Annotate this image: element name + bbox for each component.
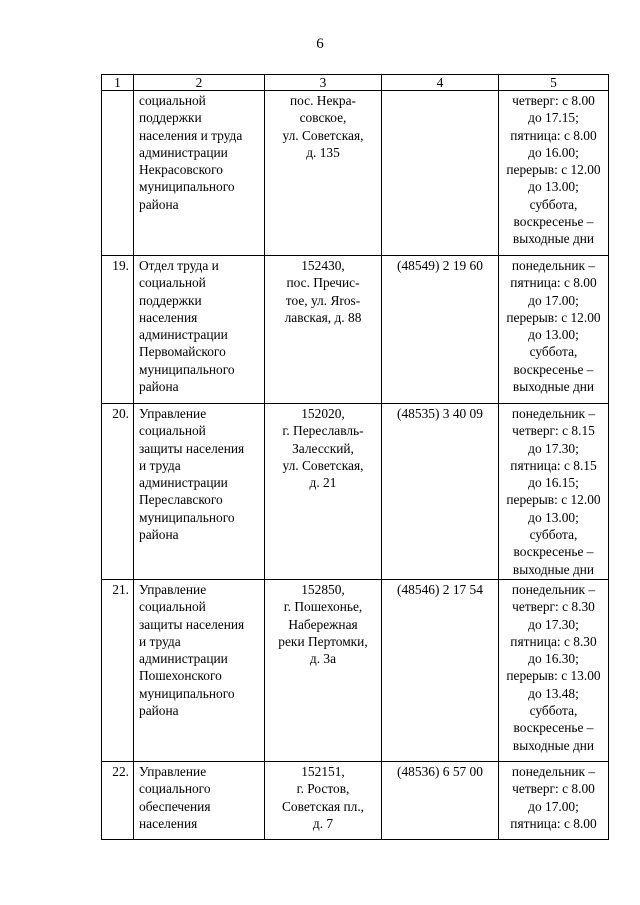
cell-line: понедельник –: [511, 582, 596, 597]
cell-line: четверг: с 8.30: [512, 599, 595, 615]
cell-line: до 17.30;: [528, 616, 579, 632]
cell-line: д. 3а: [309, 651, 337, 667]
cell-line: перерыв: с 12.00: [506, 492, 601, 508]
cell-line: поддержки: [139, 110, 202, 126]
cell-line: Управление: [139, 582, 207, 597]
cell-line: перерыв: с 13.00: [506, 668, 601, 684]
cell-line: суббота,: [529, 703, 578, 719]
cell-line: д. 21: [309, 475, 337, 491]
page-number: 6: [316, 36, 324, 52]
phone-cell: (48549) 2 19 60: [382, 256, 499, 404]
cell-line: муниципального: [139, 361, 235, 377]
cell-line: пос. Пречис-: [286, 275, 360, 291]
row-number-cell: 19.: [102, 256, 134, 404]
table-row: [102, 256, 609, 404]
cell-line: пятница: с 8.00: [510, 275, 597, 291]
cell-line: и труда: [139, 457, 181, 473]
cell-line: Отдел труда и: [139, 258, 219, 273]
organization-cell: [134, 91, 265, 256]
cell-line: д. 7: [312, 815, 334, 831]
cell-line: социального: [139, 781, 211, 797]
cell-line: лавская, д. 88: [284, 309, 362, 325]
cell-line: Набережная: [288, 616, 358, 632]
cell-line: пятница: с 8.00: [510, 815, 597, 831]
working-hours-cell: [499, 404, 609, 580]
cell-line: до 17.00;: [528, 798, 579, 814]
institutions-table: [101, 74, 609, 840]
cell-line: Переславского: [139, 492, 223, 508]
cell-line: тое, ул. Яros-: [285, 292, 361, 308]
cell-line: четверг: с 8.00: [512, 781, 595, 797]
cell-line: четверг: с 8.15: [512, 423, 595, 439]
cell-line: населения: [139, 815, 198, 831]
organization-cell: [134, 256, 265, 404]
row-number-cell: [102, 91, 134, 256]
cell-line: 152850,: [301, 582, 345, 597]
cell-line: района: [139, 196, 179, 212]
cell-line: ул. Советская,: [282, 127, 364, 143]
working-hours-cell: [499, 580, 609, 762]
column-header: 4: [382, 75, 499, 91]
cell-line: выходные дни: [512, 379, 595, 395]
address-cell: [265, 91, 382, 256]
cell-line: пос. Некра-: [289, 93, 357, 108]
cell-line: перерыв: с 12.00: [506, 162, 601, 178]
cell-line: до 16.15;: [528, 475, 579, 491]
phone-cell: (48536) 6 57 00: [382, 762, 499, 840]
cell-line: социальной: [139, 423, 206, 439]
cell-line: до 16.30;: [528, 651, 579, 667]
cell-line: воскресенье –: [513, 361, 594, 377]
cell-line: выходные дни: [512, 561, 595, 577]
phone-cell: (48546) 2 17 54: [382, 580, 499, 762]
row-number-cell: 21.: [102, 580, 134, 762]
cell-line: до 13.00;: [528, 179, 579, 195]
cell-line: района: [139, 703, 179, 719]
cell-line: понедельник –: [511, 258, 596, 273]
cell-line: д. 135: [306, 144, 340, 160]
cell-line: четверг: с 8.00: [512, 93, 595, 108]
organization-cell: [134, 762, 265, 840]
address-cell: [265, 580, 382, 762]
cell-line: 152430,: [301, 258, 345, 273]
cell-line: до 17.30;: [528, 440, 579, 456]
cell-line: муниципального: [139, 685, 235, 701]
working-hours-cell: [499, 256, 609, 404]
cell-line: населения: [139, 309, 198, 325]
cell-line: населения и труда: [139, 127, 243, 143]
cell-line: до 16.00;: [528, 144, 579, 160]
cell-line: администрации: [139, 327, 228, 343]
cell-line: Первомайского: [139, 344, 226, 360]
cell-line: муниципального: [139, 509, 235, 525]
cell-line: г. Ростов,: [296, 781, 350, 797]
cell-line: перерыв: с 12.00: [506, 309, 601, 325]
working-hours-cell: [499, 762, 609, 840]
cell-line: до 17.00;: [528, 292, 579, 308]
table-row: [102, 762, 609, 840]
cell-line: выходные дни: [512, 231, 595, 247]
cell-line: понедельник –: [511, 764, 596, 779]
table-row: [102, 580, 609, 762]
phone-cell: [382, 91, 499, 256]
cell-line: воскресенье –: [513, 720, 594, 736]
organization-cell: [134, 404, 265, 580]
cell-line: Управление: [139, 406, 207, 421]
table-row: [102, 91, 609, 256]
cell-line: суббота,: [529, 527, 578, 543]
cell-line: и труда: [139, 633, 181, 649]
cell-line: Залесский,: [292, 440, 354, 456]
cell-line: поддержки: [139, 292, 202, 308]
cell-line: муниципального: [139, 179, 235, 195]
column-header: 1: [102, 75, 134, 91]
cell-line: г. Пошехонье,: [283, 599, 363, 615]
cell-line: Пошехонского: [139, 668, 222, 684]
cell-line: социальной: [139, 93, 206, 108]
cell-line: Некрасовского: [139, 162, 223, 178]
cell-line: района: [139, 379, 179, 395]
cell-line: реки Пертомки,: [278, 633, 368, 649]
column-header: 2: [134, 75, 265, 91]
table-row: [102, 404, 609, 580]
cell-line: суббота,: [529, 196, 578, 212]
organization-cell: [134, 580, 265, 762]
row-number-cell: 20.: [102, 404, 134, 580]
address-cell: [265, 404, 382, 580]
phone-cell: (48535) 3 40 09: [382, 404, 499, 580]
cell-line: администрации: [139, 144, 228, 160]
cell-line: социальной: [139, 275, 206, 291]
cell-line: совское,: [299, 110, 347, 126]
header-row: [102, 75, 609, 91]
cell-line: пятница: с 8.00: [510, 127, 597, 143]
cell-line: 152151,: [301, 764, 345, 779]
cell-line: до 13.48;: [528, 685, 579, 701]
working-hours-cell: [499, 91, 609, 256]
cell-line: до 17.15;: [528, 110, 579, 126]
cell-line: Советская пл.,: [281, 798, 365, 814]
cell-line: воскресенье –: [513, 544, 594, 560]
cell-line: пятница: с 8.30: [510, 633, 597, 649]
cell-line: 152020,: [301, 406, 345, 421]
column-header: 3: [265, 75, 382, 91]
cell-line: защиты населения: [139, 616, 245, 632]
cell-line: до 13.00;: [528, 327, 579, 343]
cell-line: суббота,: [529, 344, 578, 360]
cell-line: воскресенье –: [513, 214, 594, 230]
cell-line: г. Переславль-: [282, 423, 364, 439]
cell-line: обеспечения: [139, 798, 211, 814]
cell-line: пятница: с 8.15: [510, 457, 597, 473]
cell-line: района: [139, 527, 179, 543]
column-header: 5: [499, 75, 609, 91]
cell-line: администрации: [139, 651, 228, 667]
cell-line: социальной: [139, 599, 206, 615]
cell-line: понедельник –: [511, 406, 596, 421]
cell-line: ул. Советская,: [282, 457, 364, 473]
cell-line: выходные дни: [512, 737, 595, 753]
row-number-cell: 22.: [102, 762, 134, 840]
cell-line: администрации: [139, 475, 228, 491]
address-cell: [265, 256, 382, 404]
address-cell: [265, 762, 382, 840]
cell-line: Управление: [139, 764, 207, 779]
cell-line: защиты населения: [139, 440, 245, 456]
cell-line: до 13.00;: [528, 509, 579, 525]
